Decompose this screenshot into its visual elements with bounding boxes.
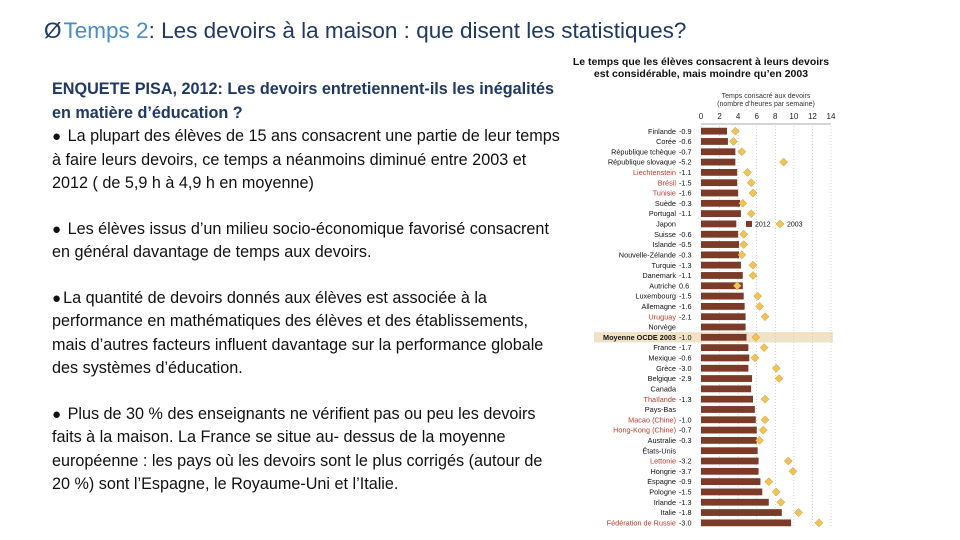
- paragraph-4: [52, 403, 562, 497]
- change-label: -0.7: [679, 425, 692, 435]
- bar-2012: [701, 272, 743, 279]
- x-tick-label: 12: [807, 112, 817, 121]
- country-label: Nouvelle-Zélande: [618, 250, 676, 260]
- marker-2003: [765, 478, 773, 486]
- change-label: -3.7: [679, 466, 692, 476]
- bullet-icon: ●: [52, 289, 62, 307]
- marker-2003: [760, 344, 768, 352]
- x-tick-label: 0: [698, 112, 704, 121]
- country-label: Moyenne OCDE 2003: [603, 332, 676, 342]
- text-block: [52, 78, 562, 519]
- text-heading: ENQUETE PISA, 2012: Les devoirs entretiennent-ils les inégalités en matière d’éducation ?: [52, 80, 554, 122]
- change-label: -1.1: [679, 271, 692, 281]
- bar-2012: [701, 179, 737, 186]
- country-label: Fédération de Russie: [606, 518, 676, 528]
- country-label: Islande: [652, 240, 676, 250]
- country-label: Finlande: [648, 126, 676, 136]
- bar-2012: [701, 458, 759, 465]
- change-label: -0.7: [679, 147, 692, 157]
- marker-2003: [747, 179, 755, 187]
- change-label: -0.5: [679, 240, 692, 250]
- country-label: Pays-Bas: [644, 405, 676, 415]
- change-label: -0.3: [679, 250, 692, 260]
- change-label: -0.6: [679, 353, 692, 363]
- bar-2012: [701, 148, 735, 155]
- x-tick-label: 6: [754, 112, 759, 121]
- bar-2012: [701, 241, 739, 248]
- marker-2003: [747, 210, 755, 218]
- bar-2012: [701, 499, 769, 506]
- bar-2012: [701, 324, 746, 331]
- legend-2012-swatch: [746, 221, 752, 227]
- country-label: Macao (Chine): [628, 415, 676, 425]
- marker-2003: [743, 168, 751, 176]
- country-label: Portugal: [648, 209, 676, 219]
- change-label: -0.3: [679, 435, 692, 445]
- marker-2003: [761, 313, 769, 321]
- change-label: -3.0: [679, 518, 692, 528]
- change-label: -1.3: [679, 260, 692, 270]
- country-label: Autriche: [649, 281, 676, 291]
- bar-2012: [701, 251, 739, 258]
- change-label: -1.0: [679, 415, 692, 425]
- change-label: -0.3: [679, 198, 692, 208]
- marker-2003: [775, 375, 783, 383]
- bar-2012: [701, 489, 762, 496]
- change-label: 0.6: [679, 281, 690, 291]
- bar-2012: [701, 344, 748, 351]
- marker-2003: [777, 498, 785, 506]
- country-label: Liechtenstein: [632, 167, 676, 177]
- change-label: -1.1: [679, 167, 692, 177]
- country-label: Canada: [650, 384, 676, 394]
- country-label: France: [653, 343, 676, 353]
- country-label: Irlande: [653, 497, 676, 507]
- change-label: -0.9: [679, 126, 692, 136]
- bar-2012: [701, 509, 782, 516]
- change-label: -2.1: [679, 312, 692, 322]
- country-label: Suisse: [654, 229, 676, 239]
- x-tick-label: 14: [826, 112, 836, 121]
- bar-2012: [701, 313, 746, 320]
- change-label: -0.6: [679, 229, 692, 239]
- bar-2012: [701, 385, 751, 392]
- bar-2012: [701, 396, 753, 403]
- country-label: Mexique: [648, 353, 676, 363]
- country-label: Suède: [654, 198, 676, 208]
- slide-title: [44, 18, 686, 44]
- marker-2003: [731, 127, 739, 135]
- paragraph-2: [52, 218, 562, 265]
- change-label: -1.5: [679, 178, 692, 188]
- country-label: Brésil: [657, 178, 676, 188]
- country-label: Pologne: [649, 487, 676, 497]
- bar-2012: [701, 190, 738, 197]
- paragraph-4-text: Plus de 30 % des enseignants ne vérifient pas ou peu les devoirs faits à la maison. La France se situe au- dessus de la moyenne européenne : les pays où les devoirs sont le plus corrigés (autour de 20 %) sont l’Espagne, le Royaume-Uni et l’Italie.: [52, 404, 543, 493]
- change-label: -3.2: [679, 456, 692, 466]
- bar-2012: [701, 437, 757, 444]
- bar-2012: [701, 210, 741, 217]
- country-label: République tchèque: [611, 147, 676, 157]
- bar-2012: [701, 262, 741, 269]
- change-label: -1.5: [679, 487, 692, 497]
- country-label: Italie: [660, 508, 676, 518]
- bar-2012: [701, 447, 758, 454]
- bullet-icon: ●: [52, 220, 62, 238]
- marker-2003: [780, 158, 788, 166]
- marker-2003: [784, 457, 792, 465]
- bar-2012: [701, 478, 760, 485]
- bar-2012: [701, 169, 737, 176]
- bar-2012: [701, 416, 756, 423]
- paragraph-2-text: Les élèves issus d’un milieu socio-économique favorisé consacrent en général davantage de temps aux devoirs.: [52, 219, 549, 261]
- country-label: Grèce: [656, 363, 676, 373]
- marker-2003: [749, 271, 757, 279]
- country-label: États-Unis: [642, 446, 676, 456]
- x-tick-label: 10: [789, 112, 799, 121]
- bar-2012: [701, 128, 727, 135]
- bar-2012: [701, 355, 749, 362]
- country-label: Luxembourg: [635, 291, 676, 301]
- legend-2012-label: 2012: [755, 221, 771, 229]
- marker-2003: [749, 189, 757, 197]
- title-arrow-icon: Ø: [44, 18, 62, 43]
- change-label: -1.3: [679, 394, 692, 404]
- country-label: Espagne: [647, 477, 676, 487]
- x-tick-label: 4: [735, 112, 741, 121]
- paragraph-1-text: La plupart des élèves de 15 ans consacrent une partie de leur temps à faire leurs devoirs, ce temps a néanmoins diminué entre 2003 et 2012 ( de 5,9 h à 4,9 h en moyenne): [52, 127, 560, 192]
- marker-2003: [789, 467, 797, 475]
- country-label: Allemagne: [641, 301, 676, 311]
- marker-2003: [772, 364, 780, 372]
- change-label: -1.0: [679, 332, 692, 342]
- x-tick-label: 2: [717, 112, 722, 121]
- chart-title: Le temps que les élèves consacrent à leurs devoirs est considérable, mais moindre qu’en 2003: [572, 56, 830, 80]
- x-axis-label: Temps consacré aux devoirs: [721, 93, 811, 100]
- country-label: République slovaque: [607, 157, 676, 167]
- marker-2003: [740, 241, 748, 249]
- country-label: Norvège: [648, 322, 676, 332]
- country-label: Hongrie: [650, 466, 676, 476]
- marker-2003: [815, 519, 823, 527]
- bar-2012: [701, 519, 791, 526]
- marker-2003: [772, 488, 780, 496]
- paragraph-1: [52, 125, 562, 196]
- change-label: -1.3: [679, 497, 692, 507]
- bar-2012: [701, 468, 759, 475]
- x-tick-label: 8: [773, 112, 778, 121]
- bar-2012: [701, 334, 747, 341]
- country-label: Japon: [656, 219, 676, 229]
- bar-2012: [701, 406, 755, 413]
- change-label: -1.7: [679, 343, 692, 353]
- change-label: -1.6: [679, 301, 692, 311]
- bullet-icon: ●: [52, 405, 62, 423]
- marker-2003: [761, 395, 769, 403]
- marker-2003: [738, 148, 746, 156]
- change-label: -0.9: [679, 477, 692, 487]
- marker-2003: [761, 416, 769, 424]
- paragraph-3-text: La quantité de devoirs donnés aux élèves est associée à la performance en mathématiques des élèves et des établissements, mais d’autres facteurs influent davantage sur la performance globale des systèmes d’éducation.: [52, 288, 544, 377]
- bar-2012: [701, 375, 752, 382]
- country-label: Hong-Kong (Chine): [613, 425, 676, 435]
- country-label: Danemark: [642, 271, 676, 281]
- country-label: Turquie: [651, 260, 676, 270]
- marker-2003: [759, 426, 767, 434]
- bar-2012: [701, 365, 748, 372]
- marker-2003: [754, 292, 762, 300]
- bullet-icon: ●: [52, 128, 62, 145]
- marker-2003: [730, 137, 738, 145]
- change-label: -2.9: [679, 374, 692, 384]
- country-label: Belgique: [647, 374, 676, 384]
- bar-2012: [701, 221, 736, 228]
- bar-2012: [701, 200, 740, 207]
- title-prefix: Temps 2: [63, 18, 149, 43]
- legend-2003-label: 2003: [787, 221, 803, 229]
- homework-chart: [566, 54, 836, 536]
- bar-2012: [701, 427, 757, 434]
- x-axis-label-unit: (nombre d’heures par semaine): [717, 101, 815, 108]
- country-label: Lettonie: [650, 456, 676, 466]
- bar-2012: [701, 138, 728, 145]
- change-label: -5.2: [679, 157, 692, 167]
- marker-2003: [751, 354, 759, 362]
- country-label: Corée: [656, 137, 676, 147]
- change-label: -1.1: [679, 209, 692, 219]
- marker-2003: [749, 261, 757, 269]
- change-label: -1.5: [679, 291, 692, 301]
- change-label: -3.0: [679, 363, 692, 373]
- paragraph-3: [52, 287, 562, 381]
- bar-2012: [701, 231, 738, 238]
- chart-svg: [566, 54, 836, 536]
- country-label: Tunisie: [652, 188, 676, 198]
- country-label: Australie: [647, 435, 676, 445]
- change-label: -0.6: [679, 137, 692, 147]
- marker-2003: [795, 509, 803, 517]
- change-label: -1.8: [679, 508, 692, 518]
- change-label: -1.6: [679, 188, 692, 198]
- bar-2012: [701, 159, 735, 166]
- bar-2012: [701, 293, 744, 300]
- marker-2003: [740, 230, 748, 238]
- bar-2012: [701, 303, 745, 310]
- country-label: Uruguay: [648, 312, 676, 322]
- country-label: Thaïlande: [643, 394, 676, 404]
- legend-2003-swatch: [776, 220, 784, 228]
- title-rest: : Les devoirs à la maison : que disent les statistiques?: [148, 18, 687, 43]
